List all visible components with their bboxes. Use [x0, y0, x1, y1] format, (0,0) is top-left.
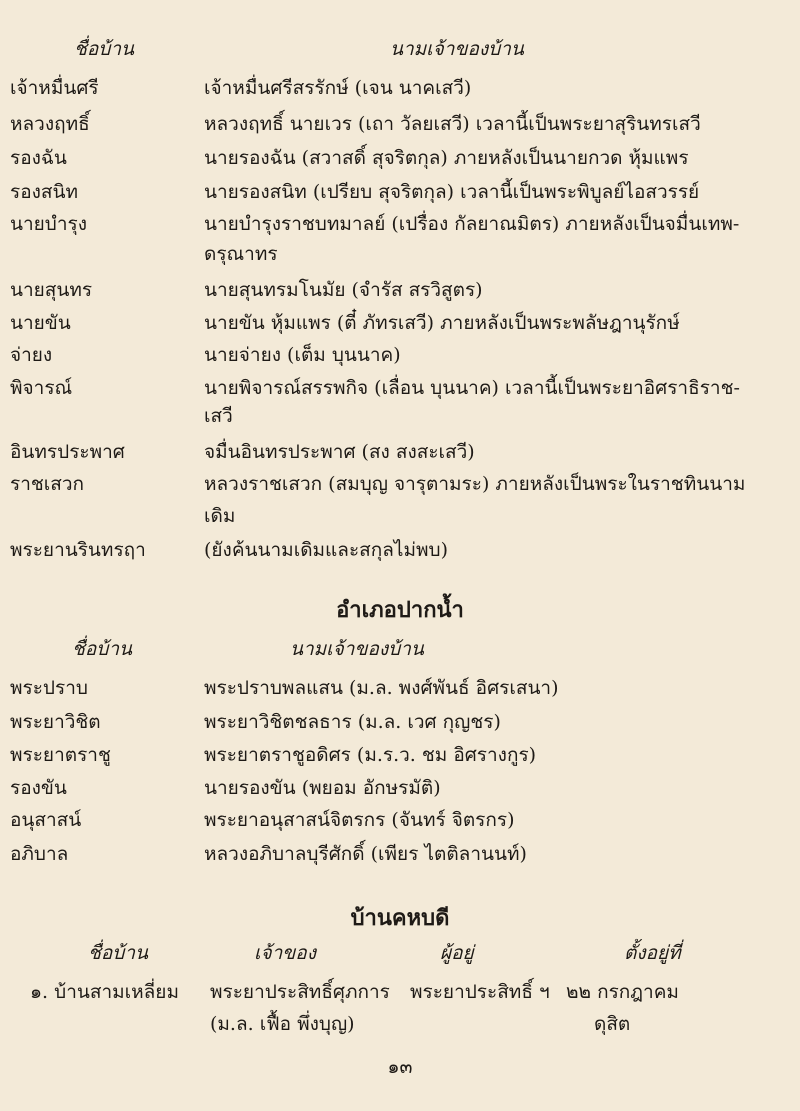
owner-description-continued: เสวี	[204, 405, 233, 427]
owner-description: นายรองขัน (พยอม อักษรมัติ)	[204, 777, 441, 799]
occupant-name: พระยาประสิทธิ์ ฯ	[410, 981, 550, 1003]
section-title-merchant-houses: บ้านคหบดี	[350, 905, 450, 931]
house-name: ราชเสวก	[10, 473, 85, 495]
owner-description: พระปราบพลแสน (ม.ล. พงศ์พันธ์ อิศรเสนา)	[204, 677, 559, 699]
house-name: อภิบาล	[10, 843, 69, 865]
house-name: ๑. บ้านสามเหลี่ยม	[30, 981, 179, 1003]
column-header-house-name: ชื่อบ้าน	[74, 38, 135, 60]
owner-description: นายพิจารณ์สรรพกิจ (เลื่อน บุนนาค) เวลานี้เป็นพระยาอิศราธิราช-	[204, 377, 740, 399]
house-name: เจ้าหมื่นศรี	[10, 77, 99, 99]
owner-description: นายขัน หุ้มแพร (ตี๋ ภัทรเสวี) ภายหลังเป็นพระพลัษฎานุรักษ์	[204, 312, 680, 334]
column-header-owner: นามเจ้าของบ้าน	[390, 38, 524, 60]
owner-name: พระยาประสิทธิ์ศุภการ	[210, 981, 390, 1003]
owner-description: นายสุนทรมโนมัย (จำรัส สรวิสูตร)	[204, 279, 483, 301]
house-name: อินทรประพาศ	[10, 441, 125, 463]
owner-description: พระยาวิชิตชลธาร (ม.ล. เวศ กุญชร)	[204, 711, 501, 733]
owner-description-continued: ดรุณาทร	[204, 243, 278, 265]
house-name: พระปราบ	[10, 677, 88, 699]
location-continued: ดุสิต	[594, 1013, 631, 1035]
house-name: พิจารณ์	[10, 377, 73, 399]
column-header-occupant: ผู้อยู่	[440, 942, 474, 964]
house-name: พระยาตราชู	[10, 744, 111, 766]
house-name: นายขัน	[10, 312, 71, 334]
owner-description: เจ้าหมื่นศรีสรรักษ์ (เจน นาคเสวี)	[204, 77, 472, 99]
owner-description-continued: เดิม	[204, 505, 236, 527]
owner-description: หลวงฤทธิ์ นายเวร (เถา วัลยเสวี) เวลานี้เป็นพระยาสุรินทรเสวี	[204, 113, 701, 135]
column-header-owner: นามเจ้าของบ้าน	[290, 638, 424, 660]
owner-description: (ยังค้นนามเดิมและสกุลไม่พบ)	[204, 539, 448, 561]
column-header-house-name: ชื่อบ้าน	[72, 638, 133, 660]
owner-description: หลวงอภิบาลบุรีศักดิ์ (เพียร ไตติลานนท์)	[204, 843, 527, 865]
owner-description: นายรองสนิท (เปรียบ สุจริตกุล) เวลานี้เป็นพระพิบูลย์ไอสวรรย์	[204, 181, 700, 203]
house-name: นายสุนทร	[10, 279, 93, 301]
owner-description: จมื่นอินทรประพาศ (สง สงสะเสวี)	[204, 441, 475, 463]
section-title-paknam: อำเภอปากน้ำ	[336, 597, 464, 623]
column-header-house-name: ชื่อบ้าน	[88, 942, 149, 964]
owner-description: พระยาอนุสาสน์จิตรกร (จันทร์ จิตรกร)	[204, 809, 515, 831]
house-name: รองขัน	[10, 777, 67, 799]
house-name: พระยาวิชิต	[10, 711, 101, 733]
house-name: อนุสาสน์	[10, 809, 82, 831]
owner-description: หลวงราชเสวก (สมบุญ จารุตามระ) ภายหลังเป็นพระในราชทินนาม	[204, 473, 746, 495]
owner-description: พระยาตราชูอดิศร (ม.ร.ว. ชม อิศรางกูร)	[204, 744, 537, 766]
owner-name-continued: (ม.ล. เฟื้อ พึ่งบุญ)	[210, 1013, 355, 1035]
column-header-location: ตั้งอยู่ที่	[624, 942, 681, 964]
owner-description: นายบำรุงราชบทมาลย์ (เปรื่อง กัลยาณมิตร) ภายหลังเป็นจมื่นเทพ-	[204, 213, 740, 235]
owner-description: นายรองฉัน (สวาสดิ์ สุจริตกุล) ภายหลังเป็นนายกวด หุ้มแพร	[204, 147, 689, 169]
column-header-owner: เจ้าของ	[254, 942, 316, 964]
owner-description: นายจ่ายง (เต็ม บุนนาค)	[204, 344, 401, 366]
house-name: นายบำรุง	[10, 213, 88, 235]
house-name: รองสนิท	[10, 181, 79, 203]
house-name: จ่ายง	[10, 344, 53, 366]
house-name: รองฉัน	[10, 147, 67, 169]
house-name: พระยานรินทรฤา	[10, 539, 146, 561]
location: ๒๒ กรกฎาคม	[566, 981, 679, 1003]
house-name: หลวงฤทธิ์	[10, 113, 90, 135]
page-number: ๑๓	[387, 1056, 413, 1078]
